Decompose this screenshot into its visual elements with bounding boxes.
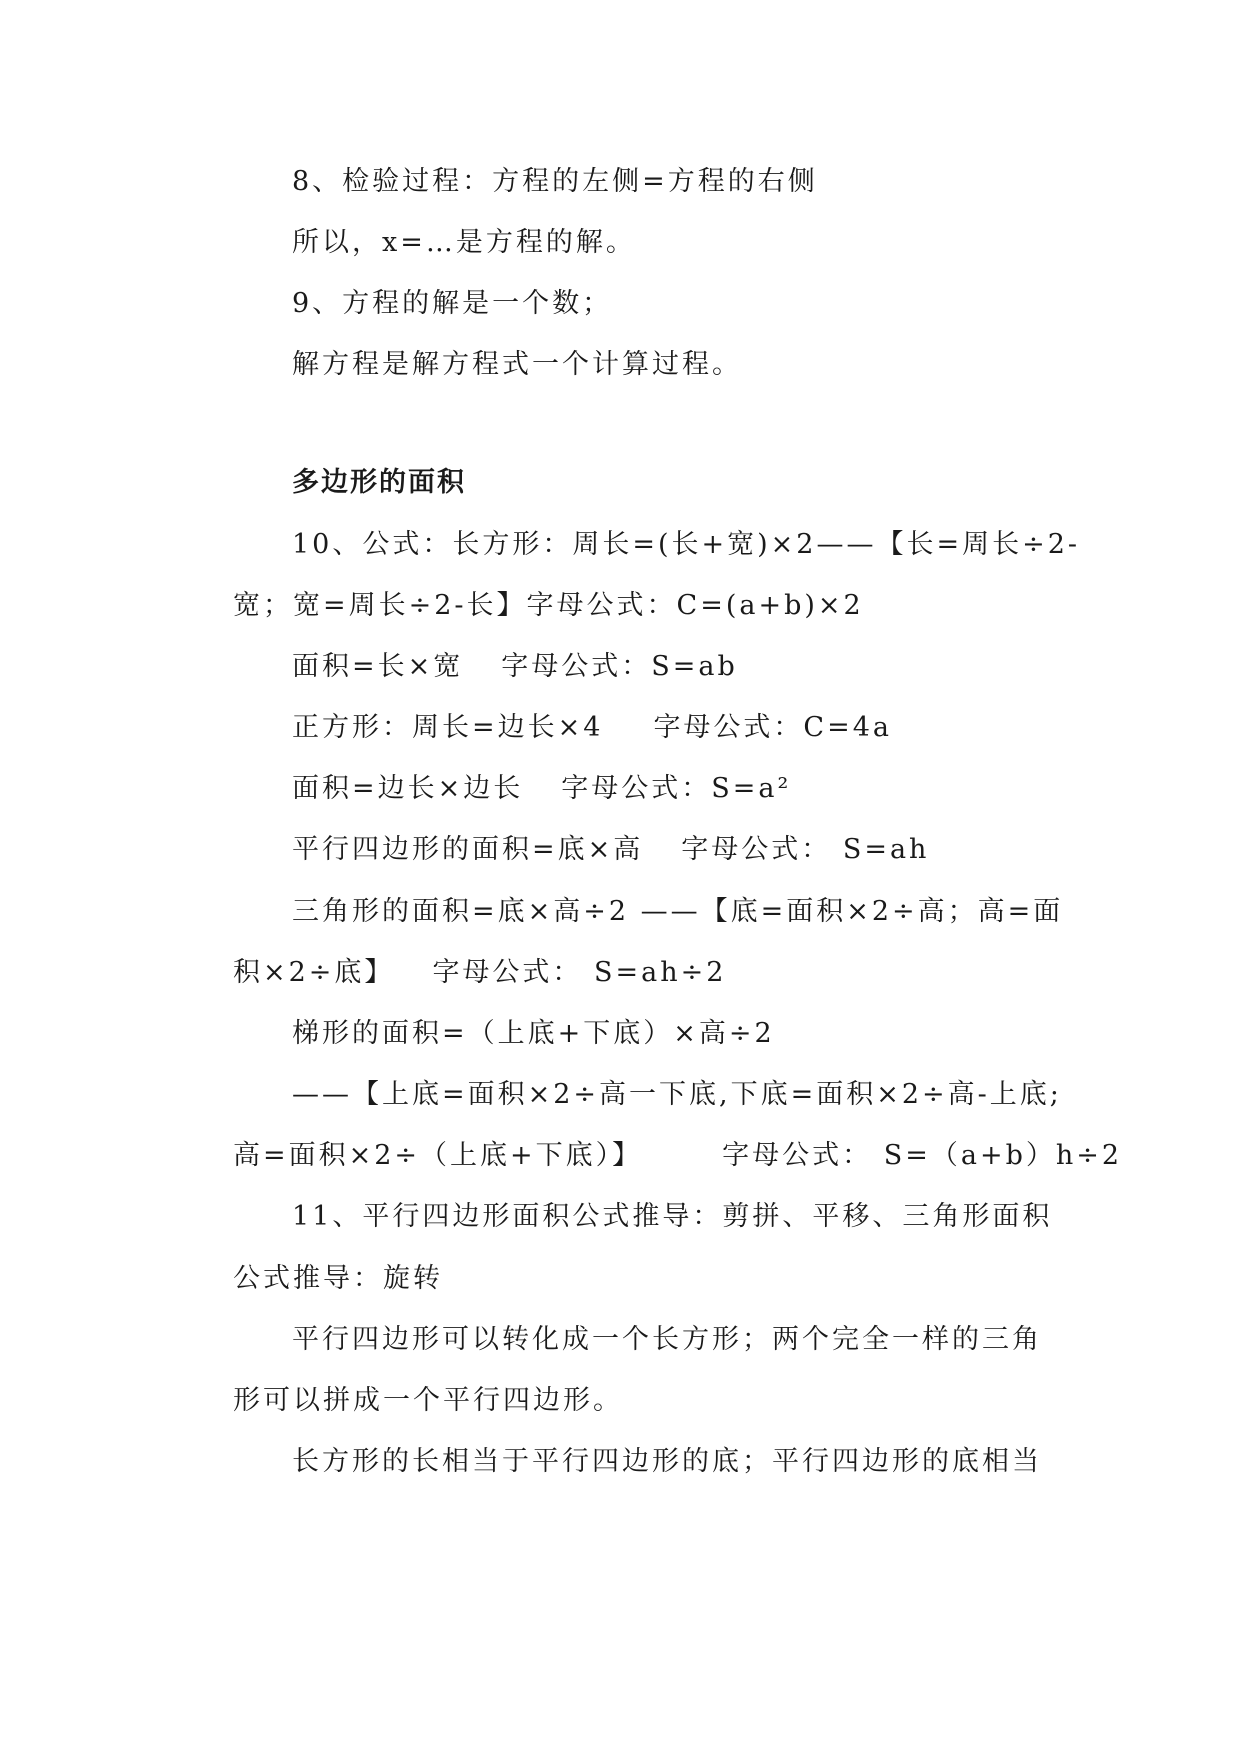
formula-text: 面积=边长×边长 bbox=[292, 773, 524, 804]
text-line-triangle-area: 三角形的面积=底×高÷2 ——【底=面积×2÷高；高=面 bbox=[292, 896, 1064, 927]
text-line-conversion-cont: 形可以拼成一个平行四边形。 bbox=[233, 1385, 623, 1416]
text-line-solving-process: 解方程是解方程式一个计算过程。 bbox=[292, 349, 742, 380]
text-line-correspondence: 长方形的长相当于平行四边形的底；平行四边形的底相当 bbox=[292, 1446, 1042, 1477]
letter-formula-text: 字母公式： S=（a+b）h÷2 bbox=[722, 1140, 1123, 1171]
formula-text: 积×2÷底】 bbox=[233, 957, 395, 988]
section-title: 多边形的面积 bbox=[292, 467, 466, 498]
formula-text: 高=面积×2÷（上底+下底）】 bbox=[233, 1140, 643, 1171]
formula-text: 正方形：周长=边长×4 bbox=[292, 712, 604, 743]
text-line-derivation-methods: 11、平行四边形面积公式推导：剪拼、平移、三角形面积 bbox=[292, 1201, 1053, 1232]
text-line-rectangle-perimeter-cont: 宽；宽=周长÷2-长】字母公式：C=(a+b)×2 bbox=[233, 590, 864, 621]
text-line-check-process: 8、检验过程：方程的左侧=方程的右侧 bbox=[292, 166, 818, 197]
letter-formula-text: 字母公式： S=ah÷2 bbox=[432, 957, 727, 988]
text-line-trapezoid-height bbox=[233, 1139, 1122, 1173]
text-line-solution-conclusion: 所以，x=…是方程的解。 bbox=[292, 227, 636, 258]
text-line-trapezoid-derivation: ——【上底=面积×2÷高一下底,下底=面积×2÷高-上底; bbox=[292, 1079, 1062, 1110]
formula-text: 面积=长×宽 bbox=[292, 651, 464, 682]
text-line-solution-is-number: 9、方程的解是一个数； bbox=[292, 288, 613, 319]
text-line-square-perimeter bbox=[292, 711, 892, 745]
letter-formula-text: 字母公式： S=ah bbox=[681, 834, 930, 865]
text-line-trapezoid-area: 梯形的面积=（上底+下底）×高÷2 bbox=[292, 1018, 775, 1049]
formula-text: 平行四边形的面积=底×高 bbox=[292, 834, 644, 865]
text-line-conversion: 平行四边形可以转化成一个长方形；两个完全一样的三角 bbox=[292, 1324, 1042, 1355]
text-line-rectangle-area bbox=[292, 650, 738, 684]
text-line-rectangle-perimeter: 10、公式：长方形：周长=(长+宽)×2——【长=周长÷2- bbox=[292, 529, 1081, 560]
text-line-square-area bbox=[292, 772, 791, 806]
letter-formula-text: 字母公式：C=4a bbox=[653, 712, 892, 743]
letter-formula-text: 字母公式：S=a² bbox=[561, 773, 792, 804]
letter-formula-text: 字母公式：S=ab bbox=[501, 651, 738, 682]
text-line-parallelogram-area bbox=[292, 833, 929, 867]
text-line-derivation-methods-cont: 公式推导：旋转 bbox=[233, 1263, 443, 1294]
text-line-triangle-area-cont bbox=[233, 956, 726, 990]
